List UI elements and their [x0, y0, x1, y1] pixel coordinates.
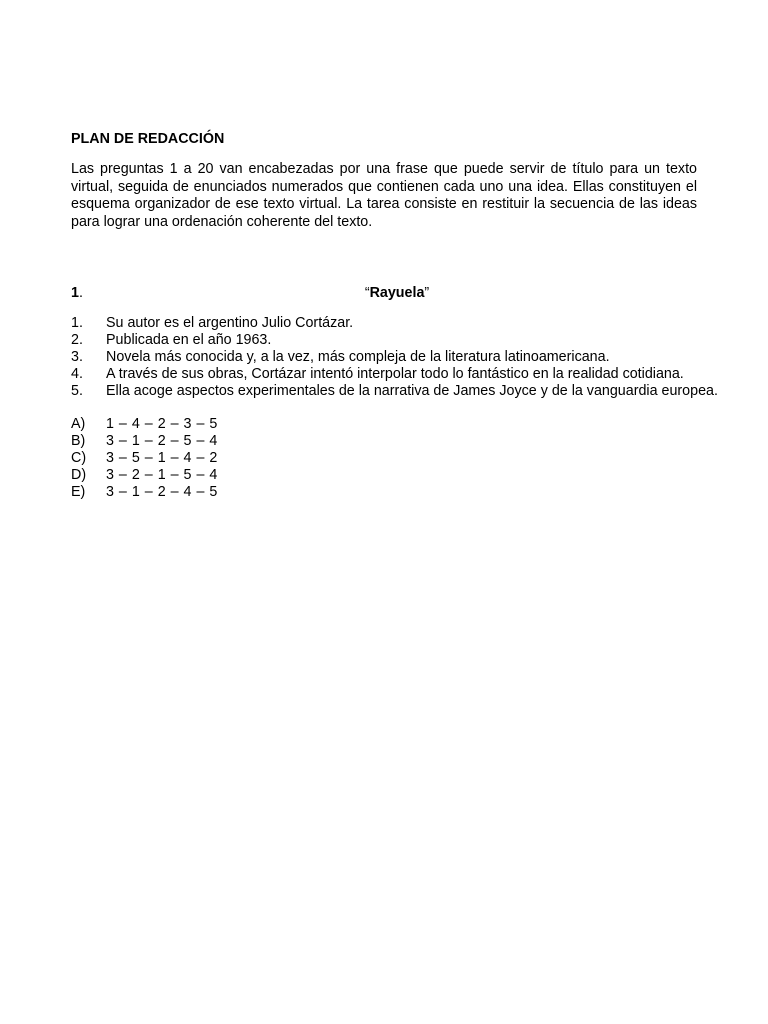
document-page [71, 130, 718, 501]
statement-item [71, 383, 718, 400]
statement-index: 5. [71, 383, 83, 400]
statement-text: Su autor es el argentino Julio Cortázar. [106, 315, 354, 332]
answer-option [71, 484, 697, 501]
statement-text: Publicada en el año 1963. [106, 332, 272, 349]
statement-list [71, 315, 718, 400]
option-sequence: 3 – 1 – 2 – 5 – 4 [106, 433, 218, 450]
answer-option [71, 433, 697, 450]
option-letter: C) [71, 450, 87, 467]
title-open-quote: “ [364, 285, 370, 302]
statement-index: 3. [71, 349, 83, 366]
question-number-value: 1 [71, 285, 79, 302]
answer-option [71, 467, 697, 484]
statement-item [71, 332, 697, 349]
section-heading: PLAN DE REDACCIÓN [71, 131, 225, 147]
option-letter: E) [71, 484, 86, 501]
option-sequence: 3 – 2 – 1 – 5 – 4 [106, 467, 218, 484]
statement-item [71, 349, 697, 366]
answer-option [71, 450, 697, 467]
option-letter: D) [71, 467, 87, 484]
answer-options [71, 416, 697, 501]
option-sequence: 3 – 5 – 1 – 4 – 2 [106, 450, 218, 467]
title-close-quote: ” [424, 285, 430, 302]
statement-text: Novela más conocida y, a la vez, más compleja de la literatura latinoamericana. [106, 349, 610, 366]
statement-item [71, 366, 697, 383]
statement-index: 1. [71, 315, 83, 332]
option-letter: B) [71, 433, 86, 450]
option-letter: A) [71, 416, 86, 433]
question-title [71, 284, 697, 302]
answer-option [71, 416, 697, 433]
question-number-suffix: . [78, 285, 83, 302]
option-sequence: 3 – 1 – 2 – 4 – 5 [106, 484, 218, 501]
statement-index: 2. [71, 332, 83, 349]
statement-text: A través de sus obras, Cortázar intentó interpolar todo lo fantástico en la realidad cotidiana. [106, 366, 684, 383]
statement-text: Ella acoge aspectos experimentales de la narrativa de James Joyce y de la vanguardia europea. [106, 383, 718, 400]
statement-index: 4. [71, 366, 83, 383]
question-title-text: Rayuela [369, 285, 425, 302]
statement-item [71, 315, 697, 332]
option-sequence: 1 – 4 – 2 – 3 – 5 [106, 416, 218, 433]
question-header [71, 284, 697, 302]
instructions-paragraph: Las preguntas 1 a 20 van encabezadas por una frase que puede servir de título para un texto virtual, seguida de enunciados numerados que contienen cada uno una idea. Ellas constituyen el esquema organizador de ese texto virtual. La tarea consiste en restituir la secuencia de las ideas para lograr una ordenación coherente del texto. [71, 161, 697, 230]
